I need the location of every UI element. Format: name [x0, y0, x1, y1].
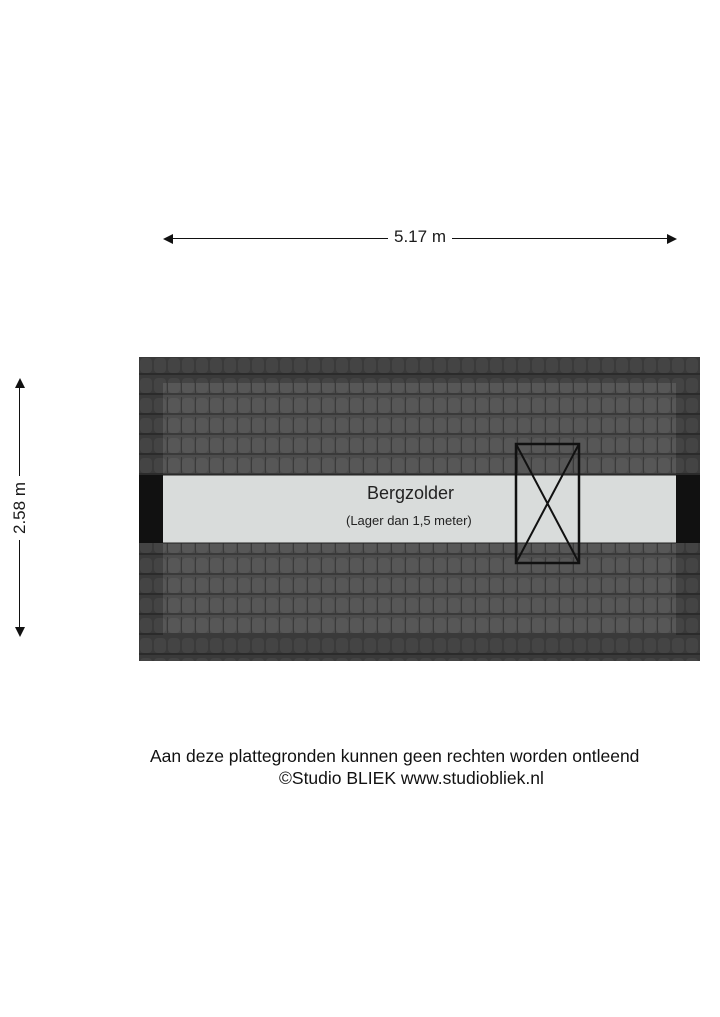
width-dimension — [163, 228, 677, 250]
copyright-text: ©Studio BLIEK www.studiobliek.nl — [279, 768, 544, 788]
floor-plan — [139, 357, 700, 661]
roof-plan-drawing — [139, 357, 700, 661]
depth-label: 2.58 m — [10, 476, 30, 540]
width-label: 5.17 m — [388, 227, 452, 247]
wall-right — [676, 475, 700, 543]
arrow-right-icon — [667, 234, 677, 244]
room-note: (Lager dan 1,5 meter) — [346, 513, 472, 528]
arrow-down-icon — [15, 627, 25, 637]
room-name: Bergzolder — [367, 483, 455, 503]
arrow-up-icon — [15, 378, 25, 388]
wall-left — [139, 475, 163, 543]
depth-dimension — [9, 378, 31, 637]
disclaimer-text: Aan deze plattegronden kunnen geen rechten worden ontleend — [150, 746, 640, 766]
arrow-left-icon — [163, 234, 173, 244]
